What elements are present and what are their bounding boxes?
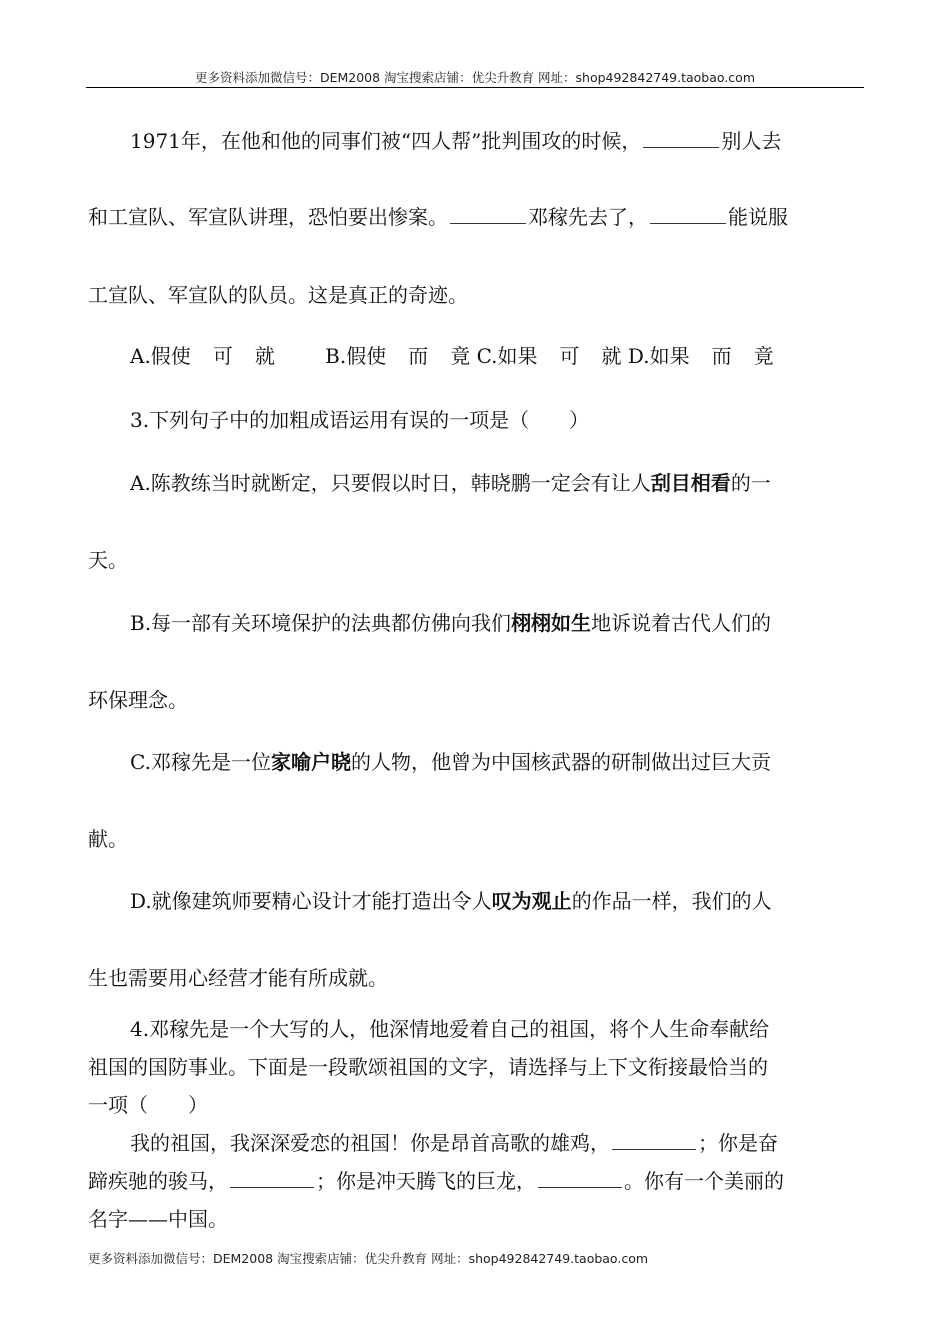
option-d: D.如果 而 竟 xyxy=(627,344,774,368)
q4-line-3: 一项（ ） xyxy=(88,1093,208,1117)
answer-blank xyxy=(650,205,726,224)
bold-idiom: 叹为观止 xyxy=(491,889,572,913)
bold-idiom: 刮目相看 xyxy=(650,471,731,495)
option-b: B.假使 而 竟 xyxy=(325,344,471,368)
q2-options xyxy=(130,344,774,368)
q2-line-3: 工宣队、军宣队的队员。这是真正的奇迹。 xyxy=(88,283,468,307)
q4-passage-3: 名字——中国。 xyxy=(88,1207,228,1231)
q3-option-a-cont: 天。 xyxy=(88,548,128,572)
q2-line-2 xyxy=(88,205,788,229)
option-c: C.如果 可 就 xyxy=(476,344,622,368)
q4-passage-2: 蹄疾驰的骏马， ；你是冲天腾飞的巨龙， 。你有一个美丽的 xyxy=(88,1169,784,1193)
q2-text: 能说服 xyxy=(728,205,788,229)
q3-option-c-cont: 献。 xyxy=(88,827,128,851)
bold-idiom: 家喻户晓 xyxy=(270,750,351,774)
q2-text: 和工宣队、军宣队讲理，恐怕要出惨案。 xyxy=(88,205,448,229)
q3-option-b: B.每一部有关环境保护的法典都仿佛向我们栩栩如生地诉说着古代人们的 xyxy=(130,611,772,635)
q3-option-a: A.陈教练当时就断定，只要假以时日，韩晓鹏一定会有让人刮目相看的一 xyxy=(130,471,771,495)
header-rule xyxy=(86,87,864,88)
answer-blank xyxy=(612,1131,696,1150)
q2-text: 1971年，在他和他的同事们被“四人帮”批判围攻的时候， xyxy=(130,129,642,153)
answer-blank xyxy=(538,1169,622,1188)
q2-text: 邓稼先去了， xyxy=(528,205,648,229)
q4-passage-1: 我的祖国，我深深爱恋的祖国！你是昂首高歌的雄鸡， ；你是奋 xyxy=(130,1131,778,1155)
answer-blank xyxy=(230,1169,314,1188)
page-footer: 更多资料添加微信号：DEM2008 淘宝搜索店铺：优尖升教育 网址：shop492842749.taobao.com xyxy=(88,1251,649,1266)
page-header: 更多资料添加微信号：DEM2008 淘宝搜索店铺：优尖升教育 网址：shop492842749.taobao.com xyxy=(194,70,756,85)
answer-blank xyxy=(450,205,526,224)
option-a: A.假使 可 就 xyxy=(130,344,275,368)
q3-option-b-cont: 环保理念。 xyxy=(88,688,188,712)
bold-idiom: 栩栩如生 xyxy=(511,611,592,635)
answer-blank xyxy=(643,129,719,148)
q4-line-1: 4.邓稼先是一个大写的人，他深情地爱着自己的祖国，将个人生命奉献给 xyxy=(130,1017,770,1041)
q4-line-2: 祖国的国防事业。下面是一段歌颂祖国的文字，请选择与上下文衔接最恰当的 xyxy=(88,1055,768,1079)
q2-line-1 xyxy=(130,129,781,153)
q3-stem: 3.下列句子中的加粗成语运用有误的一项是（ ） xyxy=(130,408,590,432)
q3-option-c: C.邓稼先是一位家喻户晓的人物，他曾为中国核武器的研制做出过巨大贡 xyxy=(130,750,771,774)
q2-text: 别人去 xyxy=(721,129,782,153)
q3-option-d-cont: 生也需要用心经营才能有所成就。 xyxy=(88,966,388,990)
q3-option-d: D.就像建筑师要精心设计才能打造出令人叹为观止的作品一样，我们的人 xyxy=(130,889,772,913)
